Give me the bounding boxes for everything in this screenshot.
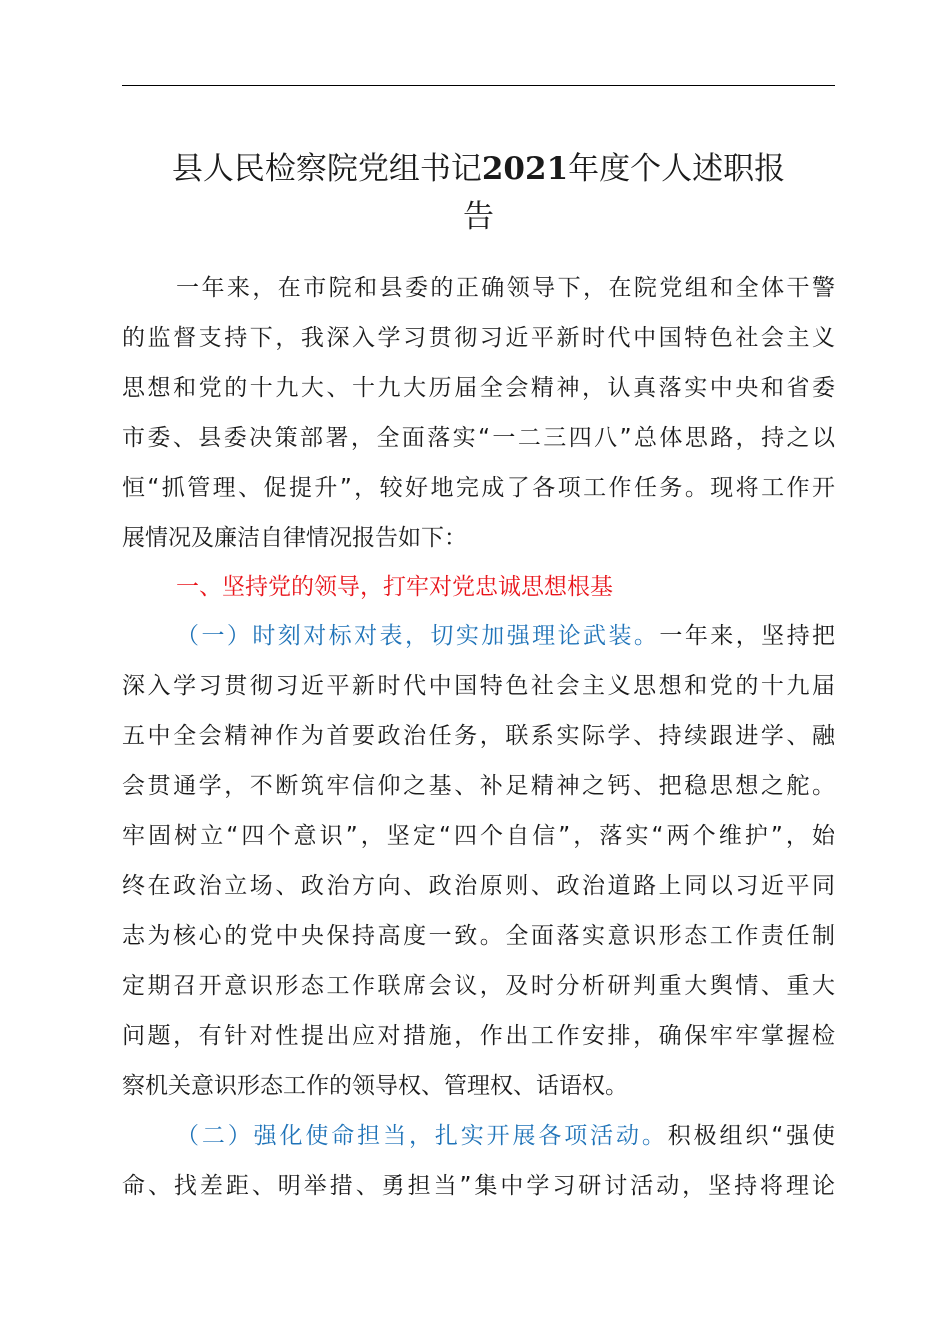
sub1-line-4: 会贯通学，不断筑牢信仰之基、补足精神之钙、把稳思想之舵。 xyxy=(122,773,835,799)
intro-line-1: 一年来，在市院和县委的正确领导下，在院党组和全体干警 xyxy=(176,275,835,301)
sub1-line-7: 志为核心的党中央保持高度一致。全面落实意识形态工作责任制 xyxy=(122,923,835,949)
sub1-first-line xyxy=(176,611,835,661)
title-prefix: 县人民检察院党组书记 xyxy=(171,151,482,187)
sub1-line-3: 五中全会精神作为首要政治任务，联系实际学、持续跟进学、融 xyxy=(122,723,835,749)
sub1-line-6: 终在政治立场、政治方向、政治原则、政治道路上同以习近平同 xyxy=(122,873,835,899)
sub1-heading: （一）时刻对标对表，切实加强理论武装。 xyxy=(176,623,660,649)
sub1-line-5: 牢固树立“四个意识”，坚定“四个自信”，落实“两个维护”，始 xyxy=(122,823,835,849)
sub2-line-2: 命、找差距、明举措、勇担当”集中学习研讨活动，坚持将理论 xyxy=(122,1173,835,1199)
sub1-line-10: 察机关意识形态工作的领导权、管理权、话语权。 xyxy=(122,1073,628,1099)
document-title xyxy=(122,145,835,241)
title-year: 2021 xyxy=(481,151,569,187)
header-rule xyxy=(122,85,835,86)
intro-line-4: 市委、县委决策部署，全面落实“一二三四八”总体思路，持之以 xyxy=(122,425,835,451)
sub2-heading: （二）强化使命担当，扎实开展各项活动。 xyxy=(176,1123,668,1149)
intro-line-6: 展情况及廉洁自律情况报告如下： xyxy=(122,525,467,551)
section-heading-1: 一、坚持党的领导，打牢对党忠诚思想根基 xyxy=(176,574,613,600)
sub2-first-line xyxy=(176,1111,835,1161)
title-line2: 告 xyxy=(463,199,494,235)
intro-line-3: 思想和党的十九大、十九大历届全会精神，认真落实中央和省委 xyxy=(122,375,835,401)
intro-line-2: 的监督支持下，我深入学习贯彻习近平新时代中国特色社会主义 xyxy=(122,325,835,351)
sub1-line-2: 深入学习贯彻习近平新时代中国特色社会主义思想和党的十九届 xyxy=(122,673,835,699)
sub1-first-rest: 一年来，坚持把 xyxy=(659,623,836,649)
sub1-line-8: 定期召开意识形态工作联席会议，及时分析研判重大舆情、重大 xyxy=(122,973,835,999)
title-suffix: 年度个人述职报 xyxy=(568,151,786,187)
sub2-first-rest: 积极组织“强使 xyxy=(667,1123,835,1149)
sub1-line-9: 问题，有针对性提出应对措施，作出工作安排，确保牢牢掌握检 xyxy=(122,1023,835,1049)
intro-line-5: 恒“抓管理、促提升”，较好地完成了各项工作任务。现将工作开 xyxy=(122,475,835,501)
